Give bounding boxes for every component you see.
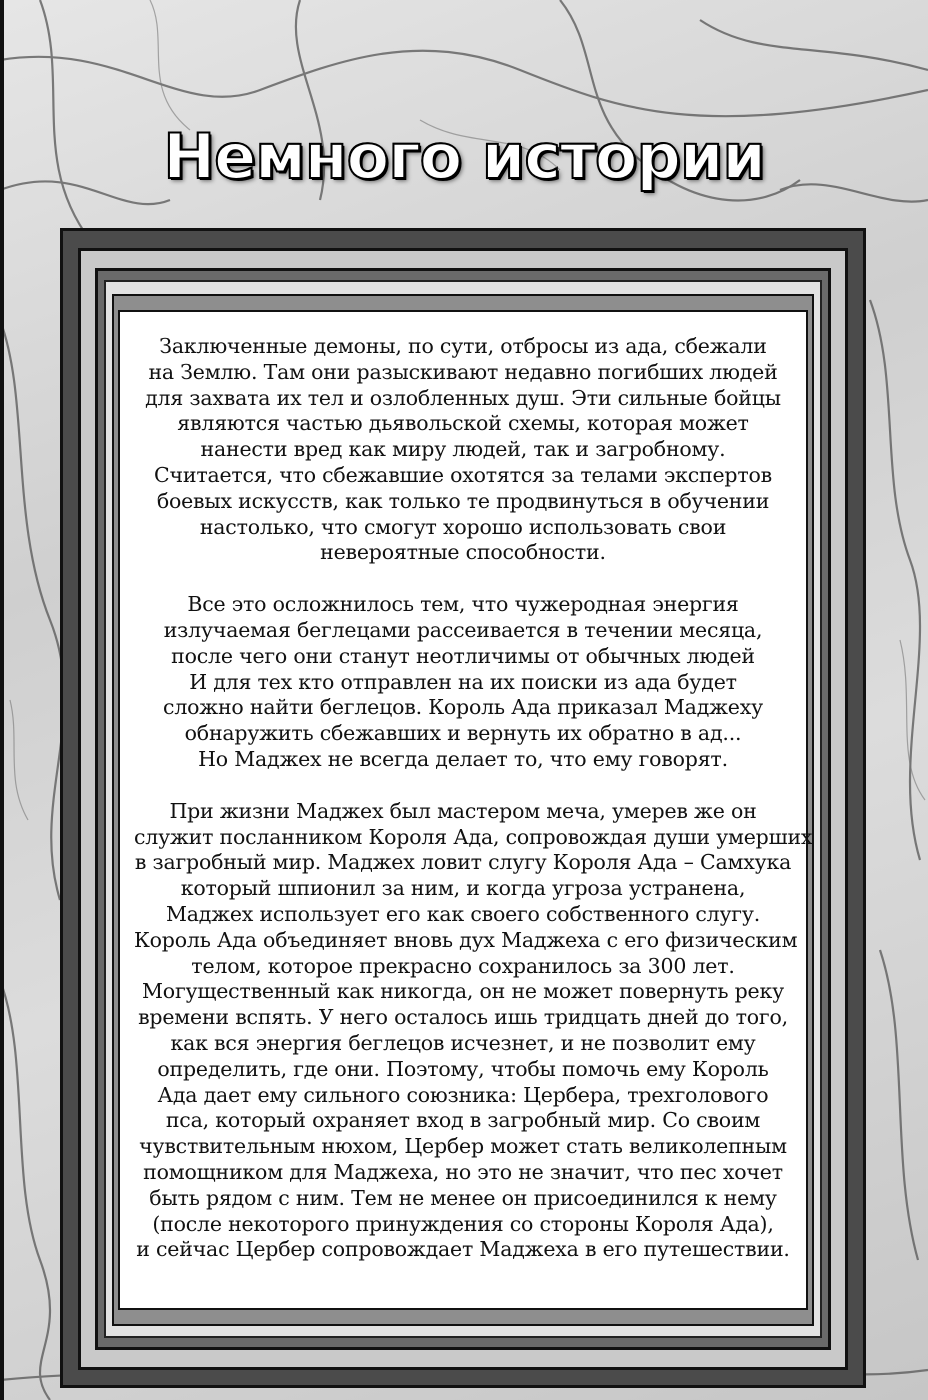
- text-line: после чего они станут неотличимы от обычных людей: [171, 643, 755, 668]
- text-line: Но Маджех не всегда делает то, что ему говорят.: [198, 746, 728, 771]
- text-line: на Землю. Там они разыскивают недавно погибших людей: [148, 359, 778, 384]
- text-line: телом, которое прекрасно сохранилось за 300 лет.: [191, 953, 735, 978]
- text-line: сложно найти беглецов. Король Ада приказал Маджеху: [163, 695, 763, 720]
- text-line: Заключенные демоны, по сути, отбросы из ада, сбежали: [159, 334, 767, 358]
- text-line: Все это осложнилось тем, что чужеродная энергия: [187, 592, 739, 617]
- text-line: Маджех использует его как своего собственного слугу.: [165, 901, 761, 926]
- text-line: чувствительным нюхом, Цербер может стать великолепным: [139, 1134, 787, 1159]
- text-line: И для тех кто отправлен на их поиски из ада будет: [189, 669, 737, 694]
- text-line: и сейчас Цербер сопровождает Маджеха в его путешествии.: [136, 1237, 790, 1262]
- story-text-panel: [118, 310, 813, 1310]
- paragraph-escaped-demons: [134, 334, 792, 566]
- text-line: являются частью дьявольской схемы, которая может: [177, 411, 749, 436]
- page-edge: [0, 0, 4, 1400]
- text-line: нанести вред как миру людей, так и загробному.: [200, 437, 726, 462]
- paragraph-majeh-and-cerberus: [134, 798, 813, 1263]
- text-line: боевых искусств, как только те продвинуться в обучении: [156, 488, 770, 513]
- text-line: Ада дает ему сильного союзника: Цербера, трехголового: [157, 1082, 769, 1107]
- text-line: пса, который охраняет вход в загробный мир. Со своим: [165, 1108, 761, 1133]
- text-line: быть рядом с ним. Тем не менее он присоединился к нему: [149, 1185, 777, 1210]
- text-line: как вся энергия беглецов исчезнет, и не позволит ему: [170, 1030, 756, 1055]
- page-title: Немного истории: [163, 120, 765, 193]
- text-line: излучаемая беглецами рассеивается в течении месяца,: [163, 617, 763, 642]
- text-line: При жизни Маджех был мастером меча, умерев же он: [169, 798, 757, 823]
- text-line: Король Ада объединяет вновь дух Маджеха с его физическим: [134, 927, 798, 952]
- text-line: который шпионил за ним, и когда угроза устранена,: [180, 876, 746, 901]
- text-line: времени вспять. У него осталось ишь тридцать дней до того,: [138, 1005, 788, 1030]
- text-line: обнаружить сбежавших и вернуть их обратно в ад...: [184, 721, 742, 746]
- text-line: настолько, что смогут хорошо использовать свои: [199, 514, 727, 539]
- text-line: Могущественный как никогда, он не может повернуть реку: [142, 979, 784, 1004]
- text-line: для захвата их тел и озлобленных душ. Эти сильные бойцы: [145, 385, 781, 410]
- text-line: (после некоторого принуждения со стороны Короля Ада),: [152, 1211, 774, 1236]
- text-line: определить, где они. Поэтому, чтобы помочь ему Король: [157, 1056, 769, 1081]
- text-line: помощником для Маджеха, но это не значит, что пес хочет: [143, 1159, 783, 1184]
- paragraph-fugitive-energy: [134, 592, 792, 773]
- text-line: служит посланником Короля Ада, сопровождая души умерших: [134, 824, 813, 849]
- text-line: Считается, что сбежавшие охотятся за телами экспертов: [154, 462, 772, 487]
- text-line: в загробный мир. Маджех ловит слугу Короля Ада – Самхука: [134, 850, 792, 875]
- text-line: невероятные способности.: [320, 540, 606, 565]
